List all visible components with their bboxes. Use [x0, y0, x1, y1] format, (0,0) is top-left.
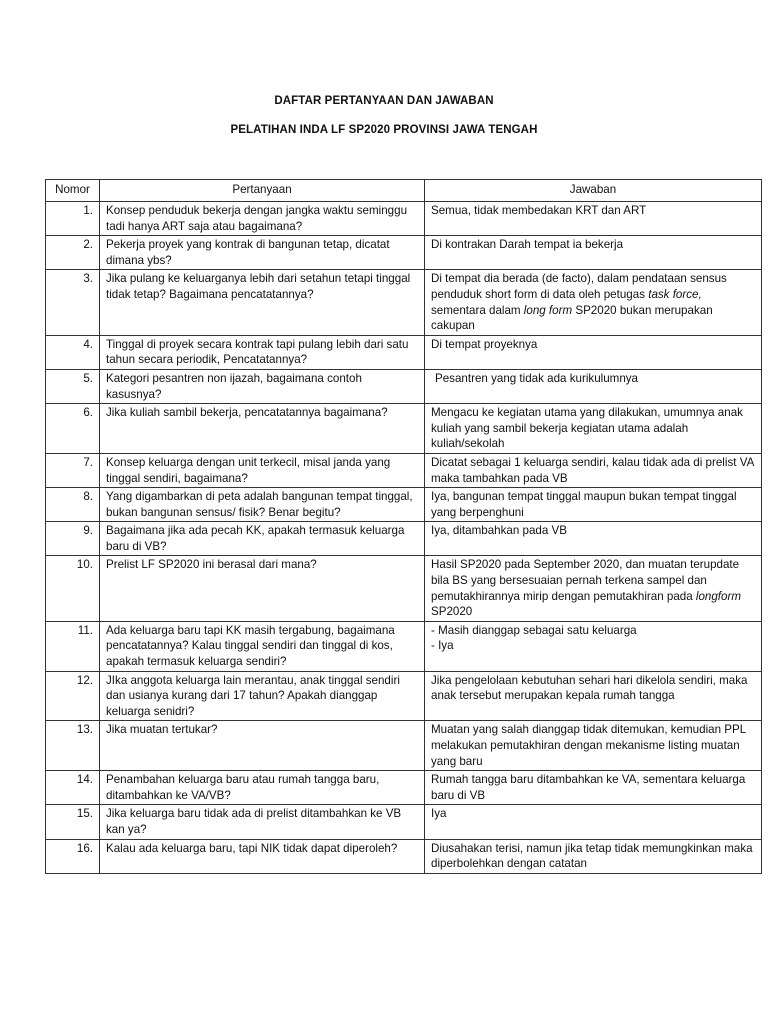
answer-italic-term: task force,: [648, 287, 702, 301]
answer-cell: Semua, tidak membedakan KRT dan ART: [425, 202, 762, 236]
answer-cell: Rumah tangga baru ditambahkan ke VA, sementara keluarga baru di VB: [425, 771, 762, 805]
header-pertanyaan: Pertanyaan: [100, 180, 425, 202]
answer-cell: [425, 621, 762, 671]
row-number: 15.: [46, 805, 100, 839]
question-cell: Jika muatan tertukar?: [100, 721, 425, 771]
qa-table: [45, 179, 762, 874]
table-row: [46, 404, 762, 454]
question-cell: Jika kuliah sambil bekerja, pencatatannya bagaimana?: [100, 404, 425, 454]
answer-text-segment: sementara dalam: [431, 303, 524, 317]
row-number: 2.: [46, 236, 100, 270]
answer-list-item: - Masih dianggap sebagai satu keluarga: [431, 623, 637, 637]
answer-text-segment: SP2020 bukan merupakan cakupan: [431, 303, 713, 333]
question-cell: Konsep penduduk bekerja dengan jangka waktu seminggu tadi hanya ART saja atau bagaimana?: [100, 202, 425, 236]
row-number: 4.: [46, 335, 100, 369]
answer-cell: Dicatat sebagai 1 keluarga sendiri, kalau tidak ada di prelist VA maka tambahkan pada VB: [425, 453, 762, 487]
table-row: [46, 721, 762, 771]
table-row: [46, 202, 762, 236]
answer-text-segment: Di tempat dia berada (de facto), dalam pendataan sensus penduduk short form di data oleh petugas: [431, 272, 727, 301]
row-number: 1.: [46, 202, 100, 236]
row-number: 7.: [46, 453, 100, 487]
table-header-row: [46, 180, 762, 202]
table-row: [46, 488, 762, 522]
answer-cell: Mengacu ke kegiatan utama yang dilakukan, umumnya anak kuliah yang sambil bekerja kegiatan utama adalah kuliah/sekolah: [425, 404, 762, 454]
row-number: 10.: [46, 556, 100, 621]
answer-cell: Muatan yang salah dianggap tidak ditemukan, kemudian PPL melakukan pemutakhiran dengan mekanisme listing muatan yang baru: [425, 721, 762, 771]
question-cell: Kategori pesantren non ijazah, bagaimana contoh kasusnya?: [100, 369, 425, 403]
row-number: 3.: [46, 270, 100, 335]
question-cell: Pekerja proyek yang kontrak di bangunan tetap, dicatat dimana ybs?: [100, 236, 425, 270]
table-row: [46, 236, 762, 270]
table-row: [46, 805, 762, 839]
table-row: [46, 771, 762, 805]
table-row: [46, 839, 762, 873]
answer-cell: [425, 556, 762, 621]
row-number: 16.: [46, 839, 100, 873]
header-jawaban: Jawaban: [425, 180, 762, 202]
document-title: DAFTAR PERTANYAAN DAN JAWABAN: [274, 95, 494, 107]
question-cell: Jika keluarga baru tidak ada di prelist ditambahkan ke VB kan ya?: [100, 805, 425, 839]
row-number: 5.: [46, 369, 100, 403]
answer-cell: Di tempat proyeknya: [425, 335, 762, 369]
answer-italic-term: longform: [695, 589, 741, 603]
table-row: [46, 671, 762, 721]
answer-cell: Iya, ditambahkan pada VB: [425, 522, 762, 556]
question-cell: Konsep keluarga dengan unit terkecil, misal janda yang tinggal sendiri, bagaimana?: [100, 453, 425, 487]
row-number: 13.: [46, 721, 100, 771]
question-cell: Kalau ada keluarga baru, tapi NIK tidak dapat diperoleh?: [100, 839, 425, 873]
question-cell: Penambahan keluarga baru atau rumah tangga baru, ditambahkan ke VA/VB?: [100, 771, 425, 805]
row-number: 9.: [46, 522, 100, 556]
question-cell: Tinggal di proyek secara kontrak tapi pulang lebih dari satu tahun secara periodik, Pencatatannya?: [100, 335, 425, 369]
table-row: [46, 522, 762, 556]
row-number: 6.: [46, 404, 100, 454]
answer-cell: Iya, bangunan tempat tinggal maupun bukan tempat tinggal yang berpenghuni: [425, 488, 762, 522]
document-subtitle: PELATIHAN INDA LF SP2020 PROVINSI JAWA TENGAH: [230, 124, 538, 136]
table-row: [46, 556, 762, 621]
answer-cell: Pesantren yang tidak ada kurikulumnya: [425, 369, 762, 403]
table-row: [46, 270, 762, 335]
answer-list-item: - Iya: [431, 639, 454, 653]
table-body: [46, 202, 762, 874]
question-cell: Ada keluarga baru tapi KK masih tergabung, bagaimana pencatatannya? Kalau tinggal sendiri dan tinggal di kos, apakah termasuk keluarga sendiri?: [100, 621, 425, 671]
table-row: [46, 453, 762, 487]
row-number: 12.: [46, 671, 100, 721]
answer-italic-term: long form: [523, 303, 573, 317]
answer-cell: Diusahakan terisi, namun jika tetap tidak memungkinkan maka diperbolehkan dengan catatan: [425, 839, 762, 873]
answer-text-segment: Hasil SP2020 pada September 2020, dan muatan terupdate bila BS yang bersesuaian pernah terkena sampel dan pemutakhirannya mirip dengan pemutakhiran pada: [431, 558, 740, 603]
question-cell: Bagaimana jika ada pecah KK, apakah termasuk keluarga baru di VB?: [100, 522, 425, 556]
table-row: [46, 621, 762, 671]
question-cell: Jika pulang ke keluarganya lebih dari setahun tetapi tinggal tidak tetap? Bagaimana pencatatannya?: [100, 270, 425, 335]
table-row: [46, 369, 762, 403]
row-number: 8.: [46, 488, 100, 522]
answer-cell: Iya: [425, 805, 762, 839]
answer-cell: [425, 270, 762, 335]
header-nomor: Nomor: [46, 180, 100, 202]
answer-cell: Di kontrakan Darah tempat ia bekerja: [425, 236, 762, 270]
answer-cell: Jika pengelolaan kebutuhan sehari hari dikelola sendiri, maka anak tersebut merupakan kepala rumah tangga: [425, 671, 762, 721]
question-cell: Yang digambarkan di peta adalah bangunan tempat tinggal, bukan bangunan sensus/ fisik? Benar begitu?: [100, 488, 425, 522]
question-cell: Prelist LF SP2020 ini berasal dari mana?: [100, 556, 425, 621]
table-row: [46, 335, 762, 369]
answer-text-segment: SP2020: [431, 605, 473, 619]
row-number: 11.: [46, 621, 100, 671]
row-number: 14.: [46, 771, 100, 805]
question-cell: JIka anggota keluarga lain merantau, anak tinggal sendiri dan usianya kurang dari 17 tahun? Apakah dianggap keluarga senidri?: [100, 671, 425, 721]
